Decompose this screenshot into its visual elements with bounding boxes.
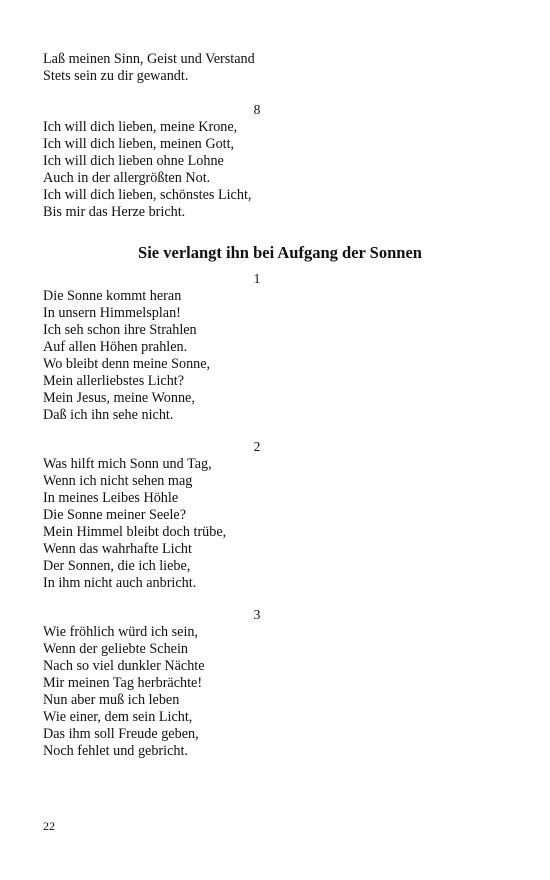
verse-line: Stets sein zu dir gewandt. — [43, 68, 189, 84]
verse-line: In ihm nicht auch anbricht. — [43, 575, 197, 591]
verse-line: Ich will dich lieben, meine Krone, — [43, 119, 238, 135]
verse-line: Wo bleibt denn meine Sonne, — [43, 356, 211, 372]
verse-line: Wie fröhlich würd ich sein, — [43, 624, 199, 640]
verse-line: Die Sonne kommt heran — [43, 288, 182, 304]
verse-line: Noch fehlet und gebricht. — [43, 743, 188, 759]
verse-line: Wie einer, dem sein Licht, — [43, 709, 193, 725]
verse-line: In unsern Himmelsplan! — [43, 305, 181, 321]
poem-title: Sie verlangt ihn bei Aufgang der Sonnen — [138, 243, 422, 262]
verse-line: Wenn ich nicht sehen mag — [43, 473, 193, 489]
verse-line: Laß meinen Sinn, Geist und Verstand — [43, 51, 255, 67]
verse-line: Was hilft mich Sonn und Tag, — [43, 456, 212, 472]
verse-line: Das ihm soll Freude geben, — [43, 726, 199, 742]
verse-line: Auf allen Höhen prahlen. — [43, 339, 188, 355]
verse-line: Wenn der geliebte Schein — [43, 641, 189, 657]
verse-line: Der Sonnen, die ich liebe, — [43, 558, 191, 574]
verse-line: Bis mir das Herze bricht. — [43, 204, 186, 220]
verse-line: Mein Jesus, meine Wonne, — [43, 390, 195, 406]
verse-line: Auch in der allergrößten Not. — [43, 170, 211, 186]
verse-line: Nach so viel dunkler Nächte — [43, 658, 205, 674]
verse-line: Mein Himmel bleibt doch trübe, — [43, 524, 227, 540]
stanza-number: 2 — [253, 439, 261, 454]
verse-line: Daß ich ihn sehe nicht. — [43, 407, 174, 423]
verse-line: Die Sonne meiner Seele? — [43, 507, 187, 523]
stanza-number: 8 — [253, 102, 261, 117]
page-number: 22 — [43, 819, 55, 833]
verse-line: Ich will dich lieben ohne Lohne — [43, 153, 224, 169]
verse-line: Mir meinen Tag herbrächte! — [43, 675, 203, 691]
stanza-number: 1 — [253, 271, 261, 286]
verse-line: Nun aber muß ich leben — [43, 692, 180, 708]
verse-line: Wenn das wahrhafte Licht — [43, 541, 192, 557]
stanza-number: 3 — [253, 607, 261, 622]
verse-line: Ich will dich lieben, meinen Gott, — [43, 136, 235, 152]
verse-line: Ich will dich lieben, schönstes Licht, — [43, 187, 252, 203]
verse-line: Ich seh schon ihre Strahlen — [43, 322, 197, 338]
verse-line: Mein allerliebstes Licht? — [43, 373, 185, 389]
verse-line: In meines Leibes Höhle — [43, 490, 179, 506]
